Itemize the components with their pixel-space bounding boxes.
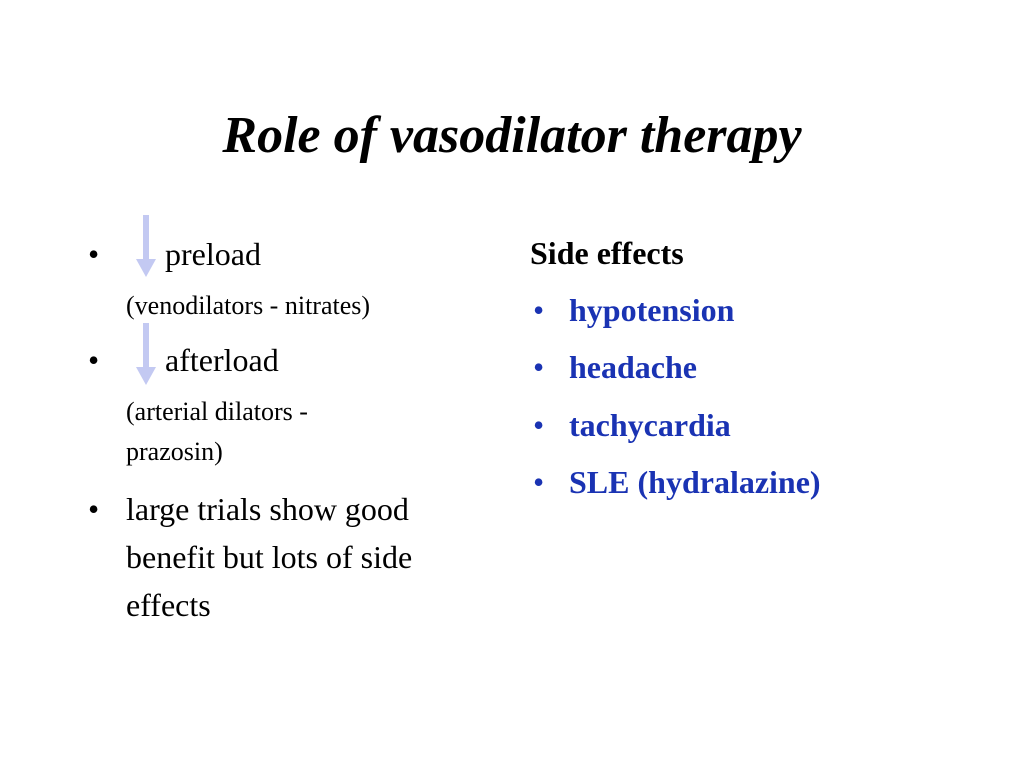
bullet-icon: • bbox=[88, 342, 100, 378]
side-effect-item: SLE (hydralazine) bbox=[569, 464, 821, 500]
bullet-icon: • bbox=[533, 349, 545, 385]
bullet-icon: • bbox=[533, 292, 545, 328]
trials-line-1: large trials show good bbox=[126, 491, 409, 527]
side-effect-item: tachycardia bbox=[569, 407, 731, 443]
side-effect-item: hypotension bbox=[569, 292, 735, 328]
bullet-icon: • bbox=[88, 491, 100, 527]
bullet-icon: • bbox=[88, 236, 100, 272]
preload-sub-label: (venodilators - nitrates) bbox=[126, 291, 371, 320]
down-arrow-icon bbox=[136, 323, 156, 385]
afterload-label: afterload bbox=[165, 342, 279, 378]
bullet-icon: • bbox=[533, 407, 545, 443]
side-effects-heading: Side effects bbox=[530, 235, 684, 271]
afterload-sub-line-2: prazosin) bbox=[126, 437, 223, 466]
trials-line-2: benefit but lots of side bbox=[126, 539, 413, 575]
preload-label: preload bbox=[165, 236, 261, 272]
side-effect-item: headache bbox=[569, 349, 697, 385]
trials-line-3: effects bbox=[126, 587, 211, 623]
down-arrow-icon bbox=[136, 215, 156, 277]
bullet-icon: • bbox=[533, 464, 545, 500]
afterload-sub-line-1: (arterial dilators - bbox=[126, 397, 308, 426]
slide-title: Role of vasodilator therapy bbox=[222, 107, 802, 164]
